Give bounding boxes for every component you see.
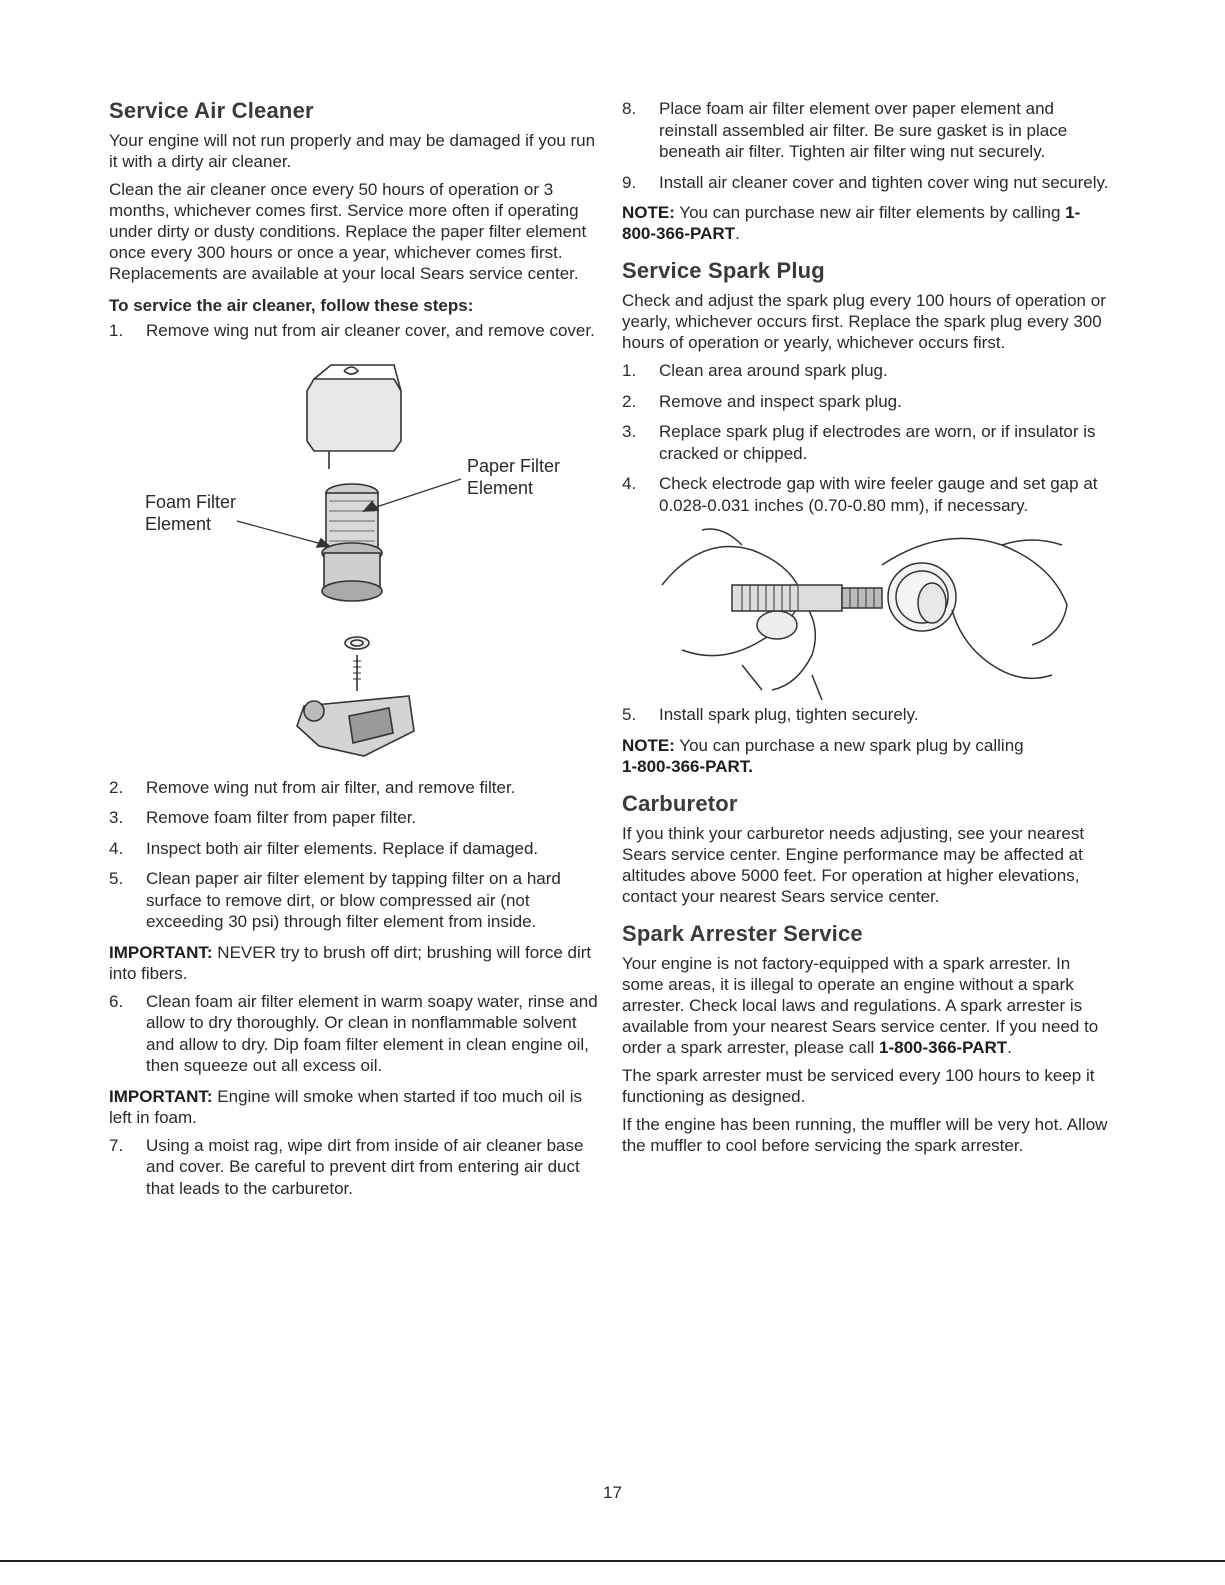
spark-plug-gap-illustration bbox=[622, 525, 1112, 700]
phone-number: 1-800-366-PART. bbox=[622, 756, 754, 776]
step-number: 7. bbox=[109, 1135, 124, 1155]
step-number: 4. bbox=[109, 838, 124, 858]
important-text: NEVER try to brush off dirt; brushing will force dirt into fibers. bbox=[109, 942, 592, 983]
step-text: Clean area around spark plug. bbox=[659, 361, 888, 380]
spark-step-4 bbox=[622, 473, 1112, 516]
steps-heading: To service the air cleaner, follow these steps: bbox=[109, 296, 474, 315]
step-number: 3. bbox=[622, 422, 637, 441]
note-label: NOTE: bbox=[622, 735, 675, 755]
step-text: Inspect both air filter elements. Replace if damaged. bbox=[146, 838, 539, 858]
phone-number: 1-800-366-PART bbox=[879, 1037, 1008, 1057]
step-text: Place foam air filter element over paper element and reinstall assembled air filter. Be sure gasket is in place beneath air filter. Tighten air filter wing nut securely. bbox=[659, 99, 1068, 161]
note-end: . bbox=[735, 224, 740, 243]
step-text: Install air cleaner cover and tighten cover wing nut securely. bbox=[659, 172, 1109, 192]
step-7 bbox=[109, 1135, 599, 1200]
step-9 bbox=[622, 172, 1112, 194]
step-number: 1. bbox=[109, 321, 124, 340]
label-paper-filter-element: Paper Filter Element bbox=[467, 455, 561, 498]
step-text: Replace spark plug if electrodes are worn, or if insulator is cracked or chipped. bbox=[659, 422, 1096, 463]
important-label: IMPORTANT: bbox=[109, 942, 213, 962]
step-text: Check electrode gap with wire feeler gauge and set gap at 0.028-0.031 inches (0.70-0.80 mm), if necessary. bbox=[659, 474, 1098, 515]
schedule-paragraph: Clean the air cleaner once every 50 hours of operation or 3 months, whichever comes first. Service more often if operating under dirty or dusty conditions. Replace the paper filter element once every 300 hours or once a year, whichever comes first. Replacements are available at your local Sears service center. bbox=[109, 180, 587, 283]
spark-plug-paragraph: Check and adjust the spark plug every 100 hours of operation or yearly, whichever occurs first. Replace the spark plug every 300 hours of operation or yearly, whichever occurs first. bbox=[622, 291, 1106, 352]
carburetor-paragraph: If you think your carburetor needs adjusting, see your nearest Sears service center. Engine performance may be affected at altitudes above 5000 feet. For operation at higher elevations, contact your nearest Sears service center. bbox=[622, 823, 1085, 906]
step-number: 4. bbox=[622, 474, 637, 493]
step-text: Clean paper air filter element by tapping filter on a hard surface to remove dirt, or blow compressed air (not exceeding 30 psi) through filter element from inside. bbox=[146, 869, 561, 931]
heading-service-spark-plug: Service Spark Plug bbox=[622, 258, 825, 283]
intro-paragraph: Your engine will not run properly and may be damaged if you run it with a dirty air cleaner. bbox=[109, 131, 596, 171]
step-text: Remove and inspect spark plug. bbox=[659, 391, 902, 411]
step-6 bbox=[109, 991, 599, 1077]
step-number: 1. bbox=[622, 361, 637, 380]
spark-step-3 bbox=[622, 421, 1112, 464]
important-note-oil bbox=[109, 1086, 599, 1128]
step-4 bbox=[109, 838, 599, 860]
page-number: 17 bbox=[603, 1483, 622, 1502]
step-5 bbox=[109, 868, 599, 933]
arrester-text: Your engine is not factory-equipped with a spark arrester. In some areas, it is illegal to operate an engine without a spark arrester. Check local laws and regulations. A spark arrester is available from your nearest Sears service center. If you need to order a spark arrester, please call bbox=[622, 953, 1099, 1057]
note-air-filter-purchase bbox=[622, 202, 1112, 244]
step-text: Remove wing nut from air filter, and remove filter. bbox=[146, 777, 516, 797]
spark-step-1 bbox=[622, 360, 1112, 382]
step-text: Remove foam filter from paper filter. bbox=[146, 808, 417, 827]
heading-spark-arrester-service: Spark Arrester Service bbox=[622, 920, 863, 946]
step-number: 8. bbox=[622, 99, 637, 118]
heading-carburetor: Carburetor bbox=[622, 790, 738, 816]
bottom-border-line bbox=[0, 1560, 1225, 1562]
step-number: 5. bbox=[622, 705, 637, 724]
important-label: IMPORTANT: bbox=[109, 1086, 213, 1106]
step-text: Clean foam air filter element in warm soapy water, rinse and allow to dry thoroughly. Or clean in nonflammable solvent and allow to dry. Dip foam filter element in clean engine oil, then squeeze out all excess oil. bbox=[146, 991, 598, 1075]
note-text: You can purchase a new spark plug by calling bbox=[674, 735, 1024, 755]
step-8 bbox=[622, 98, 1112, 163]
step-text: Install spark plug, tighten securely. bbox=[659, 705, 919, 724]
left-column bbox=[109, 98, 599, 1208]
step-text: Remove wing nut from air cleaner cover, and remove cover. bbox=[146, 321, 595, 340]
note-text: You can purchase new air filter elements by calling bbox=[674, 203, 1066, 222]
step-number: 5. bbox=[109, 869, 124, 888]
important-note-brushing bbox=[109, 942, 599, 984]
step-text: Using a moist rag, wipe dirt from inside of air cleaner base and cover. Be careful to prevent dirt from entering air duct that leads to the carburetor. bbox=[146, 1135, 584, 1198]
heading-service-air-cleaner: Service Air Cleaner bbox=[109, 98, 314, 123]
arrester-end: . bbox=[1007, 1037, 1012, 1057]
note-spark-plug-purchase bbox=[622, 735, 1112, 777]
phone-number: 1-800-366-PART bbox=[622, 203, 1081, 243]
important-text: Engine will smoke when started if too much oil is left in foam. bbox=[109, 1086, 583, 1127]
step-3 bbox=[109, 807, 599, 829]
step-number: 2. bbox=[109, 777, 124, 797]
note-label: NOTE: bbox=[622, 203, 675, 222]
label-foam-filter-element: Foam Filter Element bbox=[145, 491, 237, 534]
right-column bbox=[622, 98, 1112, 1163]
arrester-paragraph-1 bbox=[622, 953, 1112, 1058]
spark-plug-hands-drawing bbox=[622, 525, 1112, 700]
arrester-paragraph-2: The spark arrester must be serviced every 100 hours to keep it functioning as designed. bbox=[622, 1065, 1095, 1106]
spark-step-5 bbox=[622, 704, 1112, 726]
air-filter-exploded-diagram bbox=[109, 351, 599, 771]
step-2 bbox=[109, 777, 599, 799]
arrester-paragraph-3: If the engine has been running, the muffler will be very hot. Allow the muffler to cool before servicing the spark arrester. bbox=[622, 1114, 1108, 1155]
step-number: 9. bbox=[622, 172, 637, 192]
spark-step-2 bbox=[622, 391, 1112, 413]
air-filter-illustration bbox=[109, 351, 599, 771]
step-number: 6. bbox=[109, 991, 124, 1011]
step-1 bbox=[109, 320, 599, 342]
step-number: 3. bbox=[109, 808, 124, 827]
step-number: 2. bbox=[622, 391, 637, 411]
